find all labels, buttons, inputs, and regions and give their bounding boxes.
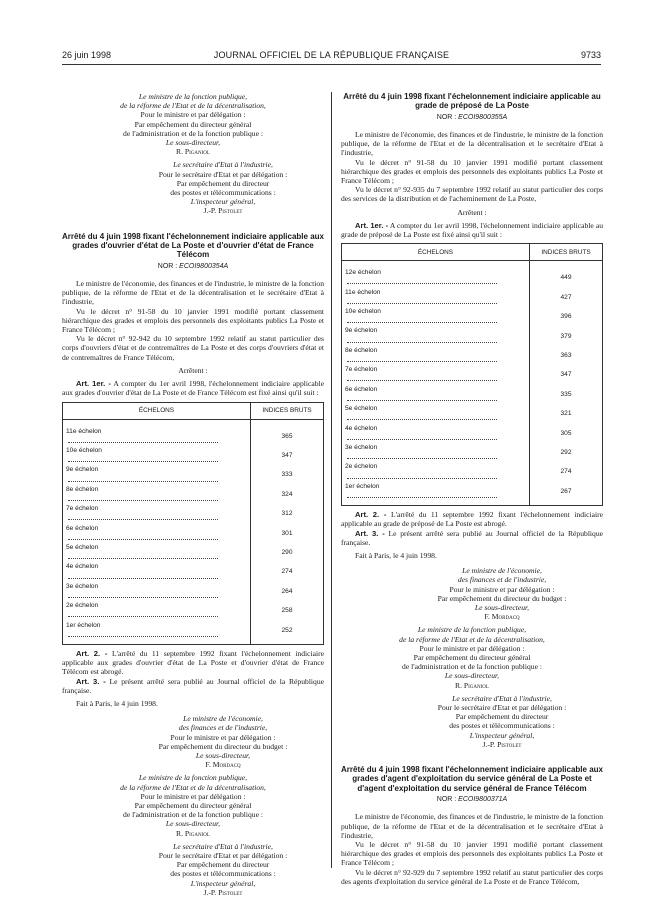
sig-line: de l'administration et de la fonction publique : <box>402 662 542 672</box>
decree-title: Arrêté du 4 juin 1998 fixant l'échelonnement indiciaire applicable aux grades d'agent d'exploitation du service général de La Poste et d'agent d'exploitation du service général de France Télécom <box>341 765 603 793</box>
dot-leader <box>68 513 218 520</box>
sig-line: Pour le ministre et par délégation : <box>140 791 246 801</box>
sig-line: Le ministre de la fonction publique, <box>417 625 527 635</box>
dot-leader <box>347 277 497 284</box>
indice-value: 449 <box>530 261 603 288</box>
echelon-label: 3e échelon <box>66 582 99 590</box>
table-row <box>342 346 603 365</box>
arretent-heading: Arrêtent : <box>178 365 208 375</box>
nor-label: NOR : <box>436 796 457 804</box>
echelon-cell <box>63 504 251 523</box>
echelon-cell <box>63 465 251 484</box>
table-row <box>342 326 603 345</box>
indice-value: 264 <box>251 582 324 601</box>
article-label: Art. 1er. - <box>76 379 111 389</box>
sig-line: Le secrétaire d'Etat à l'industrie, <box>452 693 552 703</box>
article-label: Art. 2. - <box>355 510 387 520</box>
echelon-cell <box>63 446 251 465</box>
sig-line: Par empêchement du directeur du budget : <box>437 593 567 603</box>
indice-value: 335 <box>530 385 603 404</box>
sig-line: Pour le secrétaire d'Etat et par délégation : <box>158 169 288 179</box>
dot-leader <box>347 297 497 304</box>
echelon-label: 7e échelon <box>345 366 378 374</box>
echelon-cell <box>342 326 530 345</box>
table-row <box>342 307 603 326</box>
preamble-paragraph: Le ministre de l'économie, des finances et de l'industrie, le ministre de la fonction publique, de la réforme de l'Etat et de la décentralisation et le secrétaire d'Etat à l'industrie, <box>341 130 603 158</box>
dot-leader <box>68 610 218 617</box>
sig-line: Le sous-directeur, <box>165 819 221 829</box>
dot-leader <box>68 552 218 559</box>
sig-name: R. Piganiol <box>176 828 210 838</box>
table-header-indices: INDICES BRUTS <box>251 402 324 419</box>
article-2 <box>62 649 324 677</box>
table-row <box>63 446 324 465</box>
sig-line: L'inspecteur général, <box>469 730 535 740</box>
indice-value: 347 <box>251 446 324 465</box>
echelon-label: 11e échelon <box>66 427 102 435</box>
sig-line: de la réforme de l'Etat et de la décentralisation, <box>120 782 266 792</box>
sig-line: Pour le ministre et par délégation : <box>140 110 246 120</box>
dot-leader <box>347 433 497 440</box>
indice-value: 258 <box>251 601 324 620</box>
echelon-label: 4e échelon <box>345 424 378 432</box>
indice-value: 252 <box>251 621 324 645</box>
sig-line: Le ministre de l'économie, <box>462 566 542 576</box>
sig-line: des postes et télécommunications : <box>449 721 555 731</box>
preamble-paragraph: Vu le décret n° 92-935 du 7 septembre 1992 relatif au statut particulier des corps des services de la distribution et de l'acheminement de La Poste, <box>341 185 603 204</box>
sig-name: R. Piganiol <box>176 147 210 157</box>
page-header <box>62 50 601 64</box>
sig-name: J.-P. Pistolet <box>482 739 522 749</box>
echelon-cell <box>342 307 530 326</box>
article-3 <box>341 529 603 547</box>
sig-line: Pour le ministre et par délégation : <box>170 732 276 742</box>
sig-line: Pour le secrétaire d'Etat et par délégation : <box>437 702 567 712</box>
echelon-cell <box>342 462 530 481</box>
dot-leader <box>68 630 218 637</box>
left-column <box>62 92 324 897</box>
echelon-cell <box>63 485 251 504</box>
nor-code: ECOI9800371A <box>458 796 508 804</box>
echelon-cell <box>342 385 530 404</box>
article-label: Art. 2. - <box>76 648 108 658</box>
dot-leader <box>347 452 497 459</box>
fait-line: Fait à Paris, le 4 juin 1998. <box>76 698 158 708</box>
indice-value: 274 <box>251 562 324 581</box>
indice-value: 427 <box>530 288 603 307</box>
preamble-paragraph: Le ministre de l'économie, des finances et de l'industrie, le ministre de la fonction publique, de la réforme de l'Etat et de la décentralisation et le secrétaire d'Etat à l'industrie, <box>62 279 324 307</box>
echelon-cell <box>342 346 530 365</box>
article-label: Art. 3. - <box>355 528 385 538</box>
echelon-label: 9e échelon <box>66 466 99 474</box>
article-text: A compter du 1er avril 1998, l'échelonnement indiciaire applicable au grade de préposé de La Poste est fixé ainsi qu'il suit : <box>341 220 604 240</box>
table-row <box>63 562 324 581</box>
table-row <box>63 485 324 504</box>
echelon-label: 6e échelon <box>345 385 378 393</box>
preamble-paragraph: Vu le décret n° 91-58 du 10 janvier 1991 modifié portant classement hiérarchique des grades et emplois des personnels des exploitants publics La Poste et France Télécom ; <box>341 840 603 868</box>
echelon-cell <box>63 562 251 581</box>
sig-line: de la réforme de l'Etat et de la décentralisation, <box>399 634 545 644</box>
article-text: Le présent arrêté sera publié au Journal officiel de la République française. <box>62 676 325 695</box>
dot-leader <box>68 455 218 462</box>
sig-name: J.-P. Pistolet <box>203 206 243 216</box>
table-header-echelons: ÉCHELONS <box>63 402 251 419</box>
echelon-cell <box>342 365 530 384</box>
sig-line: Le ministre de la fonction publique, <box>138 773 248 783</box>
article-text: L'arrêté du 11 septembre 1992 fixant l'échelonnement indiciaire applicable au grade de préposé de La Poste est abrogé. <box>341 510 603 529</box>
sig-line: des finances et de l'industrie, <box>457 575 547 585</box>
sig-line: Le secrétaire d'Etat à l'industrie, <box>173 160 273 170</box>
decree-title: Arrêté du 4 juin 1998 fixant l'échelonnement indiciaire applicable au grade de préposé de La Poste <box>343 92 601 111</box>
echelon-table <box>341 243 603 506</box>
sig-line: Le secrétaire d'Etat à l'industrie, <box>173 841 273 851</box>
table-row <box>342 462 603 481</box>
sig-line: des postes et télécommunications : <box>170 869 276 879</box>
echelon-cell <box>342 482 530 506</box>
table-row <box>342 482 603 506</box>
echelon-cell <box>342 443 530 462</box>
echelon-cell <box>63 621 251 645</box>
table-header-indices: INDICES BRUTS <box>530 244 603 261</box>
decree-title: Arrêté du 4 juin 1998 fixant l'échelonnement indiciaire applicable aux grades d'ouvrier d'état de La Poste et d'ouvrier d'état de France Télécom <box>62 231 324 260</box>
echelon-label: 8e échelon <box>345 346 378 354</box>
indice-value: 305 <box>530 424 603 443</box>
sig-line: Le sous-directeur, <box>474 602 530 612</box>
table-row <box>342 288 603 307</box>
nor-code: ECOI9800355A <box>458 113 508 121</box>
sig-line: L'inspecteur général, <box>190 197 256 207</box>
arretent-heading: Arrêtent : <box>457 207 487 217</box>
table-row <box>342 365 603 384</box>
dot-leader <box>347 413 497 420</box>
sig-line: Le sous-directeur, <box>165 138 221 148</box>
article-text: Le présent arrêté sera publié au Journal officiel de la République française. <box>341 528 604 547</box>
table-row <box>342 261 603 288</box>
echelon-cell <box>63 601 251 620</box>
sig-line: de l'administration et de la fonction publique : <box>123 810 263 820</box>
header-journal-title: JOURNAL OFFICIEL DE LA RÉPUBLIQUE FRANÇAISE <box>213 50 450 60</box>
echelon-cell <box>342 404 530 423</box>
echelon-label: 1er échelon <box>345 482 380 490</box>
sig-line: des finances et de l'industrie, <box>178 723 268 733</box>
indice-value: 267 <box>530 482 603 506</box>
echelon-table <box>62 402 324 645</box>
article-text: L'arrêté du 11 septembre 1992 fixant l'échelonnement indiciaire applicable aux grades d'ouvrier d'état de La Poste et d'ouvrier d'état de France Télécom est abrogé. <box>62 648 324 677</box>
indice-value: 321 <box>530 404 603 423</box>
sig-line: Par empêchement du directeur du budget : <box>158 741 288 751</box>
nor-label: NOR : <box>157 262 178 270</box>
table-row <box>63 621 324 645</box>
header-rule <box>62 64 601 65</box>
echelon-cell <box>63 582 251 601</box>
header-page-number: 9733 <box>580 50 601 60</box>
echelon-cell <box>342 261 530 288</box>
right-column <box>341 92 603 886</box>
article-text: A compter du 1er avril 1998, l'échelonnement indiciaire applicable aux grades d'ouvrier d'état de La Poste et de France Télécom est fixé ainsi qu'il suit : <box>62 379 324 398</box>
echelon-cell <box>63 524 251 543</box>
echelon-cell <box>63 419 251 446</box>
signature-block-bottom <box>62 714 324 897</box>
indice-value: 333 <box>251 465 324 484</box>
echelon-label: 3e échelon <box>345 443 378 451</box>
dot-leader <box>347 355 497 362</box>
sig-line: Par empêchement du directeur <box>176 178 270 188</box>
sig-line: Pour le ministre et par délégation : <box>449 584 555 594</box>
indice-value: 274 <box>530 462 603 481</box>
preamble-paragraph: Le ministre de l'économie, des finances et de l'industrie, le ministre de la fonction publique, de la réforme de l'Etat et de la décentralisation et le secrétaire d'Etat à l'industrie, <box>341 812 603 840</box>
article-1 <box>62 379 324 397</box>
sig-line: Pour le ministre et par délégation : <box>419 643 525 653</box>
echelon-label: 9e échelon <box>345 327 378 335</box>
echelon-label: 7e échelon <box>66 505 99 513</box>
dot-leader <box>347 394 497 401</box>
nor-code: ECOI9800354A <box>179 262 229 270</box>
table-row <box>342 443 603 462</box>
dot-leader <box>68 533 218 540</box>
dot-leader <box>68 591 218 598</box>
echelon-label: 1er échelon <box>66 621 101 629</box>
sig-line: L'inspecteur général, <box>190 878 256 888</box>
sig-line: Par empêchement du directeur général <box>134 119 252 129</box>
fait-line: Fait à Paris, le 4 juin 1998. <box>355 550 437 560</box>
indice-value: 290 <box>251 543 324 562</box>
sig-name: J.-P. Pistolet <box>203 887 243 897</box>
sig-line: Par empêchement du directeur <box>455 712 549 722</box>
echelon-label: 2e échelon <box>345 463 378 471</box>
preamble-paragraph: Vu le décret n° 91-58 du 10 janvier 1991 modifié portant classement hiérarchique des grades et emplois des personnels des exploitants publics La Poste et France Télécom ; <box>62 306 324 335</box>
preamble-paragraph: Vu le décret n° 92-942 du 10 septembre 1992 relatif au statut particulier des corps d'ouvriers d'état et de contremaîtres de La Poste et des corps d'ouvriers d'état et de contremaîtres de France Télécom, <box>62 334 324 362</box>
sig-line: de l'administration et de la fonction publique : <box>123 128 263 138</box>
echelon-label: 2e échelon <box>66 602 99 610</box>
table-row <box>342 404 603 423</box>
echelon-label: 4e échelon <box>66 563 99 571</box>
header-date: 26 juin 1998 <box>62 50 112 60</box>
echelon-label: 12e échelon <box>345 269 381 277</box>
indice-value: 396 <box>530 307 603 326</box>
preamble-paragraph: Vu le décret n° 91-58 du 10 janvier 1991 modifié portant classement hiérarchique des grades et emplois des personnels des exploitants publics La Poste et France Télécom ; <box>341 157 603 186</box>
indice-value: 347 <box>530 365 603 384</box>
table-row <box>63 601 324 620</box>
nor-reference <box>62 262 324 271</box>
table-row <box>63 465 324 484</box>
sig-line: Le sous-directeur, <box>195 751 251 760</box>
sig-name: F. Mordacq <box>205 760 241 770</box>
indice-value: 312 <box>251 504 324 523</box>
dot-leader <box>68 494 218 501</box>
table-row <box>63 543 324 562</box>
article-3 <box>62 677 324 695</box>
signature-block-top <box>62 92 324 216</box>
dot-leader <box>347 336 497 343</box>
indice-value: 324 <box>251 485 324 504</box>
dot-leader <box>68 436 218 443</box>
echelon-label: 5e échelon <box>66 543 99 551</box>
sig-line: Par empêchement du directeur général <box>134 801 252 811</box>
echelon-label: 10e échelon <box>345 308 381 316</box>
table-header-echelons: ÉCHELONS <box>342 244 530 261</box>
echelon-label: 11e échelon <box>345 288 381 296</box>
table-row <box>63 582 324 601</box>
sig-line: Le ministre de l'économie, <box>183 714 263 724</box>
sig-line: de la réforme de l'Etat et de la décentralisation, <box>120 101 266 111</box>
sig-line: Pour le secrétaire d'Etat et par délégation : <box>158 851 288 861</box>
indice-value: 301 <box>251 524 324 543</box>
table-row <box>63 524 324 543</box>
table-row <box>63 504 324 523</box>
indice-value: 379 <box>530 326 603 345</box>
column-divider <box>331 92 332 868</box>
dot-leader <box>68 572 218 579</box>
table-row <box>63 419 324 446</box>
echelon-cell <box>342 424 530 443</box>
sig-line: Par empêchement du directeur <box>176 860 270 870</box>
dot-leader <box>347 491 497 498</box>
sig-line: des postes et télécommunications : <box>170 188 276 198</box>
article-label: Art. 1er. - <box>355 220 389 230</box>
signature-block <box>341 566 603 749</box>
nor-reference <box>341 113 603 122</box>
dot-leader <box>68 475 218 482</box>
dot-leader <box>347 472 497 479</box>
preamble-paragraph: Vu le décret n° 92-929 du 7 septembre 1992 relatif au statut particulier des corps des agents d'exploitation du service général de La Poste et de France Télécom, <box>341 867 603 886</box>
indice-value: 365 <box>251 419 324 446</box>
indice-value: 292 <box>530 443 603 462</box>
table-row <box>342 385 603 404</box>
echelon-label: 5e échelon <box>345 405 378 413</box>
echelon-cell <box>342 288 530 307</box>
echelon-label: 10e échelon <box>66 446 102 454</box>
article-label: Art. 3. - <box>76 676 106 686</box>
article-1 <box>341 221 603 239</box>
sig-name: R. Piganiol <box>455 680 489 690</box>
sig-line: Le ministre de la fonction publique, <box>138 92 248 101</box>
echelon-cell <box>63 543 251 562</box>
dot-leader <box>347 316 497 323</box>
sig-line: Le sous-directeur, <box>444 671 500 681</box>
echelon-label: 8e échelon <box>66 485 99 493</box>
echelon-label: 6e échelon <box>66 524 99 532</box>
nor-reference <box>341 795 603 804</box>
indice-value: 363 <box>530 346 603 365</box>
nor-label: NOR : <box>436 113 457 121</box>
table-row <box>342 424 603 443</box>
sig-name: F. Mordacq <box>484 612 520 622</box>
dot-leader <box>347 374 497 381</box>
article-2 <box>341 510 603 528</box>
sig-line: Par empêchement du directeur général <box>413 652 531 662</box>
